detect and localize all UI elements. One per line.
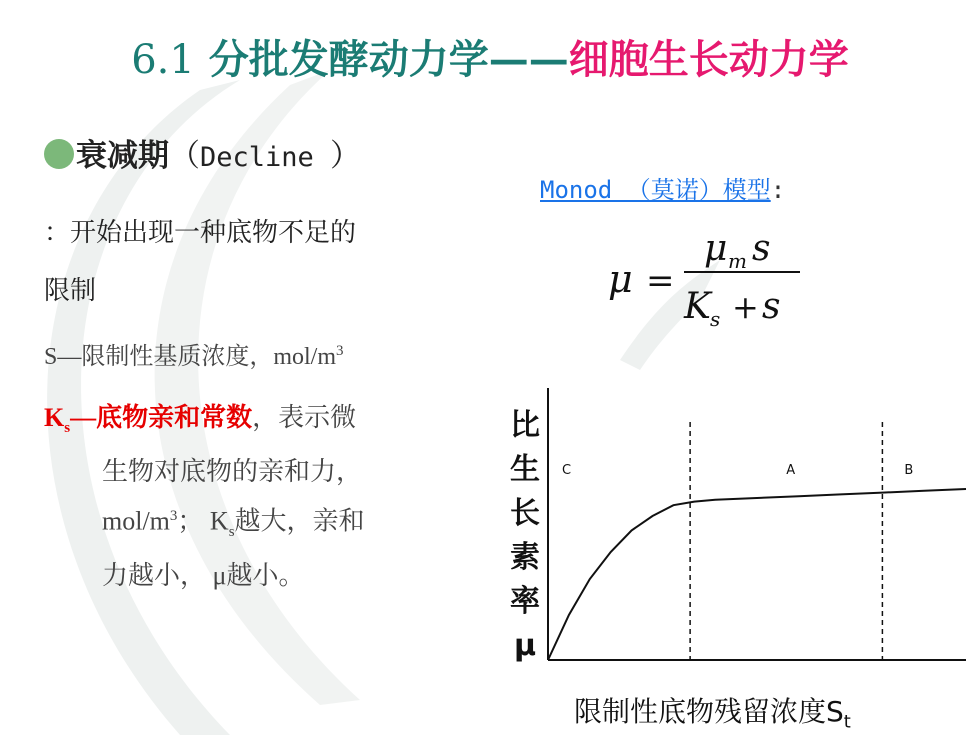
monod-heading bbox=[540, 170, 785, 205]
region-label: B bbox=[904, 463, 914, 478]
ks-line-3-rest: 越大，亲和 bbox=[234, 506, 365, 536]
region-label: C bbox=[562, 463, 572, 478]
bullet-head: 衰减期 bbox=[76, 138, 169, 174]
y-axis-label-char: 生 bbox=[510, 452, 540, 487]
bullet-paren-open: （ bbox=[169, 138, 200, 174]
formula-den-sub: s bbox=[710, 307, 721, 331]
s-definition-text: S—限制性基质浓度，mol/m bbox=[44, 344, 337, 370]
ks-line-3-k: ； K bbox=[177, 506, 229, 536]
formula-num-s: s bbox=[752, 228, 771, 269]
formula-lhs: μ bbox=[608, 257, 633, 301]
ks-definition bbox=[44, 396, 365, 598]
region-label: A bbox=[786, 463, 796, 478]
ks-symbol: K bbox=[44, 403, 65, 432]
ks-line-4: 力越小， μ越小。 bbox=[102, 561, 305, 591]
ks-line-3-unit: mol/m bbox=[102, 506, 170, 536]
x-axis-label bbox=[574, 690, 851, 733]
formula-den-plus: + bbox=[732, 288, 759, 326]
ks-term: —底物亲和常数 bbox=[70, 403, 253, 432]
formula-num-mu: μ bbox=[704, 228, 728, 269]
title-dash: —— bbox=[488, 36, 569, 83]
y-axis-label-char: 素 bbox=[510, 540, 540, 575]
y-axis-label-char: 比 bbox=[510, 408, 540, 443]
description-line-2: 限制 bbox=[44, 276, 97, 306]
y-axis-label-char: 长 bbox=[510, 496, 540, 531]
monod-formula bbox=[600, 222, 820, 332]
formula-den-k: K bbox=[684, 286, 711, 327]
page-title bbox=[0, 28, 980, 85]
ks-line-3 bbox=[44, 494, 365, 554]
s-definition-sup: 3 bbox=[336, 343, 344, 359]
ks-symbol-sub: s bbox=[64, 420, 71, 437]
bullet-paren-close: ） bbox=[330, 138, 362, 174]
formula-equals: = bbox=[646, 261, 675, 301]
bullet-english: Decline bbox=[200, 142, 331, 173]
y-axis-label-char: 率 bbox=[510, 584, 540, 619]
monod-link[interactable]: Monod （莫诺）模型 bbox=[540, 176, 771, 204]
y-axis-label bbox=[508, 404, 542, 668]
title-sub: 细胞生长动力学 bbox=[568, 36, 849, 83]
s-definition bbox=[44, 336, 344, 371]
x-axis-label-text: 限制性底物残留浓度S bbox=[574, 695, 844, 728]
bullet-dot-icon bbox=[44, 139, 74, 169]
ks-line-3-sup: 3 bbox=[169, 508, 178, 525]
x-axis-label-sub: t bbox=[843, 711, 851, 733]
growth-chart bbox=[500, 380, 975, 680]
formula-num-sub: m bbox=[728, 249, 747, 273]
bullet-heading bbox=[44, 130, 361, 175]
title-number: 6.1 bbox=[131, 37, 195, 83]
growth-curve bbox=[548, 489, 966, 660]
title-main: 分批发酵动力学 bbox=[208, 36, 489, 83]
ks-line-3-sub: s bbox=[228, 524, 235, 541]
formula-den-s: s bbox=[762, 286, 781, 327]
ks-after-term: ，表示微 bbox=[252, 403, 357, 432]
y-axis-label-char: μ bbox=[513, 628, 537, 663]
monod-colon: : bbox=[770, 176, 786, 204]
description-line-1: ：开始出现一种底物不足的 bbox=[44, 218, 357, 248]
ks-line-2: 生物对底物的亲和力， bbox=[102, 457, 363, 487]
